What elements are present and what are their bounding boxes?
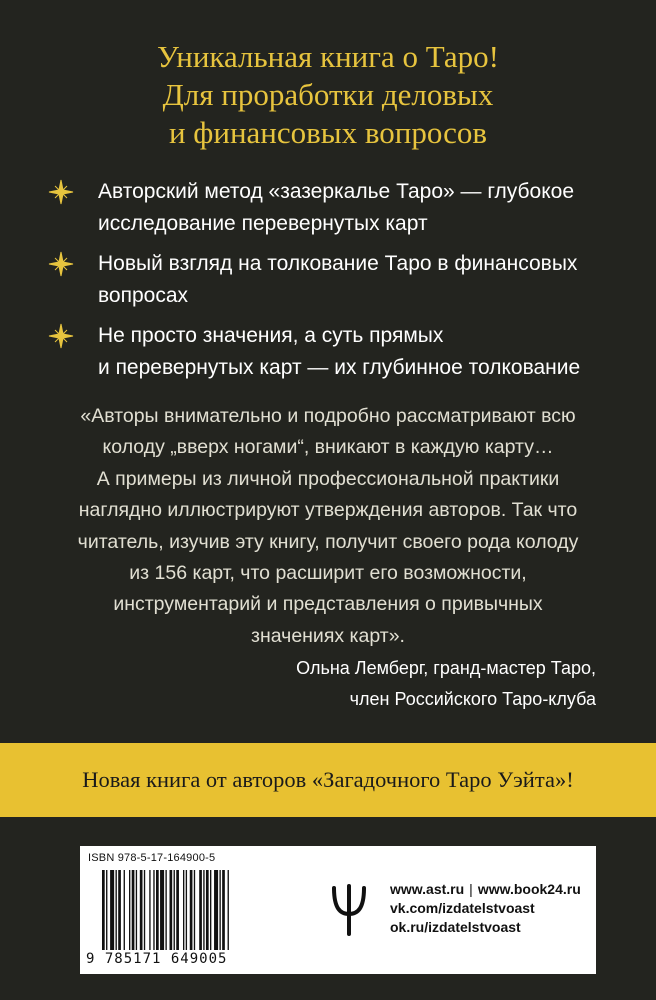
attribution-line: Ольна Лемберг, гранд-мастер Таро, xyxy=(296,658,596,678)
review-quote xyxy=(0,401,656,652)
barcode-bar xyxy=(199,870,202,950)
quote-line: наглядно иллюстрируют утверждения авторов. Так что xyxy=(78,499,578,522)
barcode-bar xyxy=(110,870,114,950)
feature-item xyxy=(48,320,628,384)
barcode-bar xyxy=(132,870,135,950)
feature-text-line: Не просто значения, а суть прямых xyxy=(98,324,444,347)
feature-text-line: Авторский метод «зазеркалье Таро» — глубокое xyxy=(98,180,575,203)
barcode-bar xyxy=(174,870,175,950)
barcode-bar xyxy=(136,870,137,950)
barcode-bar xyxy=(219,870,220,950)
isbn-label: ISBN 978-5-17-164900-5 xyxy=(88,852,216,864)
link-book24[interactable]: www.book24.ru xyxy=(477,881,581,897)
barcode-bar xyxy=(156,870,159,950)
barcode-bar xyxy=(186,870,187,950)
publisher-links xyxy=(390,880,581,937)
barcode-bar xyxy=(183,870,184,950)
link-vk[interactable]: vk.com/izdatelstvoast xyxy=(390,900,535,916)
title-line-2: Для проработки деловых xyxy=(162,77,494,112)
feature-text-line: и перевернутых карт — их глубинное толкование xyxy=(98,356,581,379)
barcode-bar xyxy=(170,870,173,950)
barcode-bar xyxy=(116,870,117,950)
feature-text-line: исследование перевернутых карт xyxy=(98,212,428,235)
url-separator: | xyxy=(469,881,473,897)
barcode-bar xyxy=(176,870,179,950)
link-ok[interactable]: ok.ru/izdatelstvoast xyxy=(390,919,521,935)
promo-banner-text: Новая книга от авторов «Загадочного Таро Уэйта»! xyxy=(82,767,574,792)
sparkle-star-icon xyxy=(48,179,74,205)
feature-text-line: вопросах xyxy=(98,284,189,307)
psi-logo-icon xyxy=(330,882,368,938)
quote-line: «Авторы внимательно и подробно рассматривают всю xyxy=(80,405,576,427)
promo-banner xyxy=(0,743,656,817)
barcode-bar xyxy=(214,870,218,950)
quote-attribution xyxy=(296,653,596,715)
barcode-bar xyxy=(124,870,125,950)
title-line-1: Уникальная книга о Таро! xyxy=(157,39,499,74)
quote-line: значениях карт». xyxy=(251,624,405,647)
barcode-bar xyxy=(228,870,229,950)
barcode-bar xyxy=(190,870,193,950)
barcode-bar xyxy=(118,870,121,950)
barcode-bar xyxy=(102,870,105,950)
barcode-bar xyxy=(153,870,154,950)
barcode-bar xyxy=(106,870,107,950)
barcode xyxy=(102,870,282,950)
feature-item xyxy=(48,176,628,240)
barcode-bar xyxy=(160,870,164,950)
barcode-bar xyxy=(206,870,209,950)
barcode-bar xyxy=(149,870,150,950)
barcode-bar xyxy=(129,870,130,950)
barcode-bar xyxy=(140,870,143,950)
feature-list xyxy=(48,176,628,392)
barcode-bar xyxy=(144,870,145,950)
feature-text-line: Новый взгляд на толкование Таро в финансовых xyxy=(98,252,578,275)
barcode-bar xyxy=(222,870,225,950)
barcode-bar xyxy=(165,870,166,950)
feature-item xyxy=(48,248,628,312)
barcode-digits: 9 785171 649005 xyxy=(86,951,228,967)
link-ast[interactable]: www.ast.ru xyxy=(390,881,465,897)
quote-line: колоду „вверх ногами“, вникают в каждую карту… xyxy=(102,436,554,459)
quote-line: инструментарий и представления о привычных xyxy=(113,593,543,616)
attribution-line: член Российского Таро-клуба xyxy=(349,689,596,709)
quote-line: А примеры из личной профессиональной практики xyxy=(96,467,560,490)
barcode-bar xyxy=(194,870,195,950)
quote-line: из 156 карт, что расширит его возможности, xyxy=(129,562,527,585)
barcode-bar xyxy=(210,870,211,950)
sparkle-star-icon xyxy=(48,251,74,277)
imprint-box xyxy=(80,846,596,974)
quote-line: читатель, изучив эту книгу, получит своего рода колоду xyxy=(77,530,579,553)
cover-title xyxy=(0,38,656,152)
sparkle-star-icon xyxy=(48,323,74,349)
title-line-3: и финансовых вопросов xyxy=(168,115,488,150)
barcode-bar xyxy=(203,870,204,950)
